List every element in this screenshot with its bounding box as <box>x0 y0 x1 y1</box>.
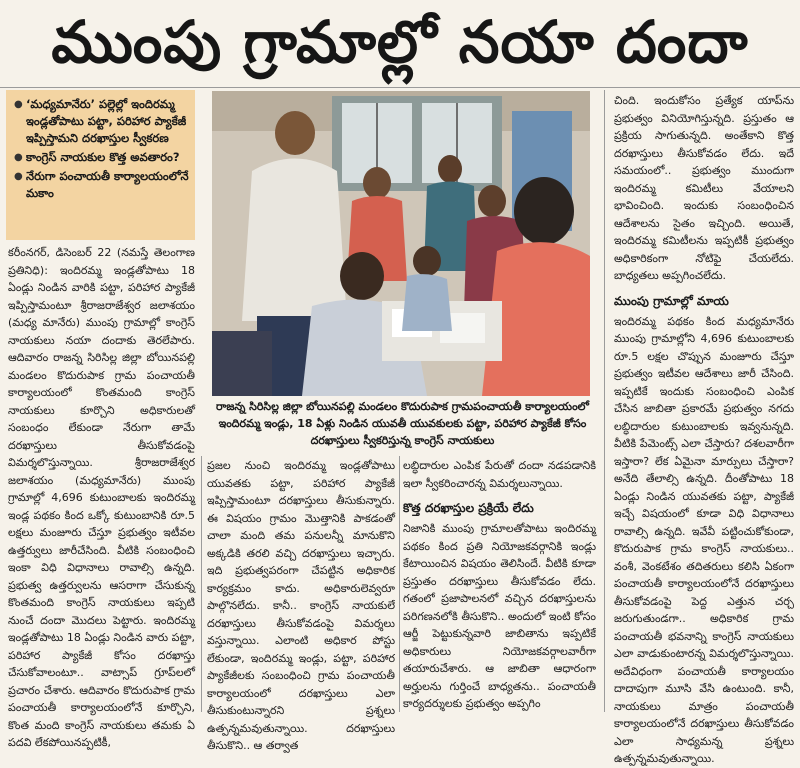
photo-illustration <box>212 91 590 396</box>
summary-text: నేరుగా పంచాయతీ కార్యాలయంలోనే మకాం <box>26 169 189 200</box>
article-paragraph: కరీంనగర్, డిసెంబర్ 22 (నమస్తే తెలంగాణ ప్రతినిధి): ఇందిరమ్మ ఇండ్లతోపాటు 18 ఏండ్లు నిండిన వారికి పట్టా, పరిహార ప్యాకేజీ ఇప్పిస్తామంటూ శ్రీరాజరాజేశ్వర జలాశయం (మధ్య మానేరు) ముంపు గ్రామాల్లో కాంగ్రెస్ నాయకులు నయా దందాకు తెరలేపారు. ఆదివారం రాజన్న సిరిసిల్ల జిల్లా బోయినపల్లి మండలం కొదురుపాక గ్రామ పంచాయతీ కార్యాలయంలో కొంతమంది కాంగ్రెస్ నాయకులు కూర్చొని అధికారులతో సంబంధం లేకుండా నేరుగా తామే దరఖాస్తులు తీసుకోవడంపై విమర్శలొస్తున్నాయి. శ్రీరాజరాజేశ్వర జలాశయం (మధ్యమానేరు) ముంపు గ్రామాల్లో 4,696 కుటుంబాలకు ఇందిరమ్మ ఇండ్ల పథకం కింద ఒక్కో కుటుంబానికి రూ.5 లక్షలు మంజూరు చేస్తూ ప్రభుత్వం ఇటీవల ఉత్తర్వులు జారీచేసింది. వీటికి సంబంధించి ఇంకా విధి విధానాలు రావాల్సి ఉన్నది. ప్రభుత్వ ఉత్తర్వులను ఆసరాగా చేసుకున్న కొంతమంది కాంగ్రెస్ నాయకులు ఇప్పటి నుంచే దందా మొదలు పెట్టారు. ఇందిరమ్మ ఇండ్లతోపాటు 18 ఏండ్లు నిండిన వారు పట్టా, పరిహార ప్యాకేజీ కోసం దరఖాస్తు చేసుకోవాలంటూ.. వాట్సాప్ గ్రూప్‌లలో ప్రచారం చేశారు. ఆదివారం కొదురుపాక గ్రామ పంచాయతీ కార్యాలయంలోనే కూర్చొని, కొంత మంది కాంగ్రెస్ నాయకులు తమకు ఏ పదవి లేకపోయినప్పటికీ, <box>8 246 195 749</box>
article-column-4 <box>614 92 794 765</box>
bullet-icon: ● <box>14 99 23 110</box>
column-divider <box>201 456 202 712</box>
headline: ముంపు గ్రామాల్లో నయా దందా <box>51 8 749 76</box>
photo-caption: రాజన్న సిరిసిల్ల జిల్లా బోయినపల్లి మండలం కొదురుపాక గ్రామపంచాయతీ కార్యాలయంలో ఇందిరమ్మ ఇండ్లు, 18 ఏళ్లు నిండిన యువతీ యువకులకు పట్టా, పరిహార ప్యాకేజీ కోసం దరఖాస్తులు స్వీకరిస్తున్న కాంగ్రెస్ నాయకులు <box>216 400 589 447</box>
subheading: కొత్త దరఖాస్తుల ప్రక్రియే లేదు <box>403 501 534 515</box>
column-divider <box>399 456 400 712</box>
article-paragraph: ప్రజల నుంచి ఇందిరమ్మ ఇండ్లతోపాటు యువతకు పట్టా, పరిహార ప్యాకేజీ ఇప్పిస్తామంటూ దరఖాస్తులు తీసుకున్నారు. ఈ విషయం గ్రామం మొత్తానికి పాకడంతో చాలా మంది తమ పనులన్నీ మానుకొని అక్కడికి తరలి వచ్చి దరఖాస్తులు ఇచ్చారు. ఇది ప్రభుత్వపరంగా చేపట్టిన అధికారిక కార్యక్రమం కాదు. అధికారులెవ్వరూ పాల్గొనలేదు. కానీ.. కాంగ్రెస్ నాయకులే దరఖాస్తులు తీసుకోవడంపై విమర్శలు వస్తున్నాయి. ఎలాంటి అధికార పోస్టు లేకుండా, ఇందిరమ్మ ఇండ్లు, పట్టా, పరిహార ప్యాకేజీలకు సంబంధించి గ్రామ పంచాయతీ కార్యాలయంలో దరఖాస్తులు ఎలా తీసుకుంటున్నారని ప్రశ్నలు ఉత్పన్నమవుతున్నాయి. దరఖాస్తులు తీసుకొని.. ఆ తర్వాత <box>207 459 395 752</box>
bullet-icon: ● <box>14 152 23 163</box>
article-paragraph: ఇందిరమ్మ పథకం కింద మధ్యమానేరు ముంపు గ్రామాల్లోని 4,696 కుటుంబాలకు రూ.5 లక్షల చొప్పున మంజూరు చేస్తూ ప్రభుత్వం ఇటీవల ఆదేశాలు జారీ చేసింది. ఇప్పటికే ఇందుకు సంబంధించి ఎంపిక చేసిన జాబితా ప్రకారమే ప్రభుత్వం నగదు లబ్ధిదారుల కుటుంబాలకు ఇవ్వనున్నది. వీటికి పేమెంట్స్ ఎలా చేస్తారు? దశలవారీగా ఇస్తారా? లేక ఏమైనా మార్పులు చేస్తారా? అనేది తేలాల్సి ఉన్నది. దీంతోపాటు 18 ఏండ్లు నిండిన యువతకు పట్టా, ప్యాకేజీ ఇచ్చే విషయంలో కూడా విధి విధానాలు రావాల్సి ఉన్నది. ఇవేవీ పట్టించుకోకుండా, కొదురుపాక గ్రామ కాంగ్రెస్ నాయకులు.. వంశీ, వెంకటేశం తదితరులు కలిసి ఏకంగా పంచాయతీ కార్యాలయంలోనే దరఖాస్తులు తీసుకోవడంపై పెద్ద ఎత్తున చర్చ జరుగుతుండగా.. అధికారిక గ్రామ పంచాయతీ భవనాన్ని కాంగ్రెస్ నాయకులు ఎలా వాడుకుంటారన్న విమర్శలొస్తున్నాయి. అదేవిధంగా పంచాయతీ కార్యాలయం దాదాపుగా మూసి వేసి ఉంటుంది. కానీ, నాయకులు మాత్రం పంచాయతీ కార్యాలయంలోనే దరఖాస్తులు తీసుకోవడం ఎలా సాధ్యమన్న ప్రశ్నలు ఉత్పన్నమవుతున్నాయి. <box>614 314 794 765</box>
summary-item <box>14 96 189 147</box>
summary-text: ‘మధ్యమానేరు’ పల్లెల్లో ఇందిరమ్మ ఇండ్లతోపాటు పట్టా, పరిహార ప్యాకేజీ ఇప్పిస్తామని దరఖాస్తుల స్వీకరణ <box>26 97 187 145</box>
article-paragraph: చింది. ఇందుకోసం ప్రత్యేక యాప్‌ను ప్రభుత్వం వినియోగిస్తున్నది. ప్రస్తుతం ఆ ప్రక్రియ సాగుతున్నది. అంతేకాని కొత్త దరఖాస్తులు తీసుకోవడం లేదు. ఇదే సమయంలో.. ప్రభుత్వం ముందుగా ఇందిరమ్మ కమిటీలు వేయాలని భావించింది. ఇందుకు సంబంధించిన ఆదేశాలను సైతం ఇచ్చింది. అయితే, ఇందిరమ్మ కమిటీలను ఇప్పటికీ ప్రభుత్వం అధికారికంగా నోటిఫై చేయలేదు. బాధ్యతలు అప్పగించలేదు. <box>614 94 794 282</box>
bullet-icon: ● <box>14 171 23 182</box>
article-paragraph: నిజానికి ముంపు గ్రామాలతోపాటు ఇందిరమ్మ పథకం కింద ప్రతి నియోజకవర్గానికి ఇండ్లు కేటాయించిన విషయం తెలిసిందే. వీటికి కూడా ప్రస్తుతం దరఖాస్తులు తీసుకోవడం లేదు. గతంలో ప్రజాపాలనలో వచ్చిన దరఖాస్తులను పరిగణనలోకి తీసుకొని.. అందులో ఇంటి కోసం ఆర్జీ పెట్టుకున్నవారి జాబితాను ఇప్పటికే అధికారులు నియోజకవర్గాలవారీగా తయారుచేశారు. ఆ జాబితా ఆధారంగా అర్హులను గుర్తించే బాధ్యతను.. పంచాయతీ కార్యదర్శులకు ప్రభుత్వం అప్పగిం <box>403 522 596 710</box>
news-photo <box>212 91 590 396</box>
summary-item <box>14 168 189 202</box>
subheading: ముంపు గ్రామాల్లో మాయ <box>614 293 729 308</box>
article-column-1 <box>8 244 195 749</box>
headline-rule <box>0 87 800 88</box>
article-column-2 <box>207 457 395 752</box>
article-paragraph: లబ్ధిదారుల ఎంపిక పేరుతో దందా నడపడానికి ఇలా స్వీకరించారన్న విమర్శలున్నాయి. <box>403 459 596 490</box>
summary-item <box>14 149 189 166</box>
article-column-3 <box>403 457 596 710</box>
summary-text: కాంగ్రెస్ నాయకుల కొత్త అవతారం? <box>26 150 180 164</box>
summary-box <box>6 90 195 240</box>
column-divider <box>604 90 605 712</box>
